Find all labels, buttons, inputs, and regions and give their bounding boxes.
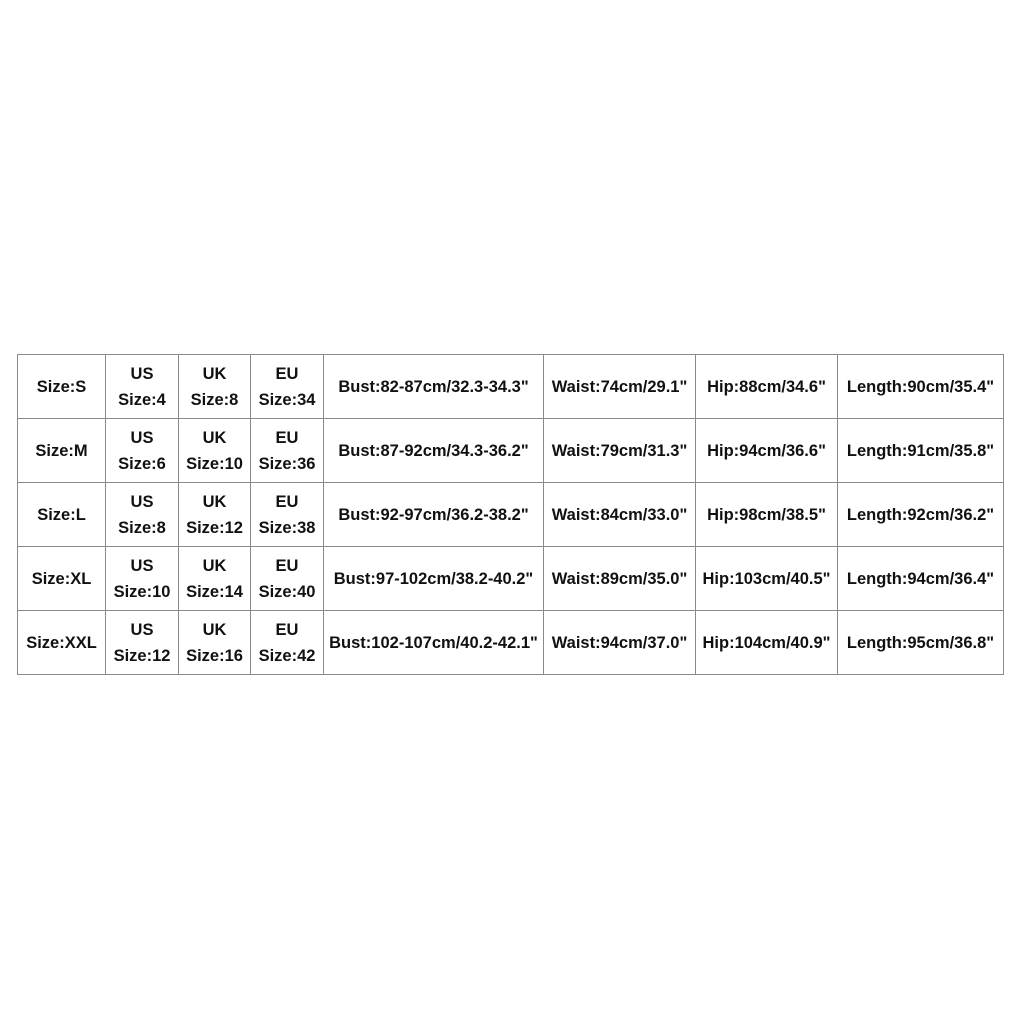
size-cell: Size:XL	[18, 547, 106, 611]
us-label: US	[130, 428, 154, 447]
eu-size-cell	[251, 483, 324, 547]
us-size-cell	[106, 483, 179, 547]
waist-cell: Waist:89cm/35.0"	[544, 547, 696, 611]
eu-label: EU	[275, 556, 299, 575]
table-row	[18, 611, 1004, 675]
waist-cell: Waist:94cm/37.0"	[544, 611, 696, 675]
eu-size-cell	[251, 547, 324, 611]
size-cell: Size:L	[18, 483, 106, 547]
us-label: US	[130, 620, 154, 639]
table-row	[18, 419, 1004, 483]
uk-size-cell	[179, 419, 251, 483]
uk-label: UK	[202, 492, 227, 511]
table-row	[18, 355, 1004, 419]
us-value: Size:8	[118, 518, 166, 537]
us-value: Size:10	[113, 582, 171, 601]
eu-size-cell	[251, 611, 324, 675]
waist-cell: Waist:79cm/31.3"	[544, 419, 696, 483]
waist-cell: Waist:84cm/33.0"	[544, 483, 696, 547]
hip-cell: Hip:98cm/38.5"	[696, 483, 838, 547]
us-label: US	[130, 364, 154, 383]
uk-size-cell	[179, 483, 251, 547]
uk-label: UK	[202, 364, 227, 383]
us-value: Size:6	[118, 454, 166, 473]
uk-value: Size:12	[186, 518, 243, 537]
bust-cell: Bust:102-107cm/40.2-42.1"	[324, 611, 544, 675]
uk-size-cell	[179, 547, 251, 611]
eu-size-cell	[251, 355, 324, 419]
length-cell: Length:91cm/35.8"	[838, 419, 1004, 483]
us-value: Size:4	[118, 390, 166, 409]
length-cell: Length:95cm/36.8"	[838, 611, 1004, 675]
bust-cell: Bust:82-87cm/32.3-34.3"	[324, 355, 544, 419]
size-cell: Size:S	[18, 355, 106, 419]
table-row	[18, 547, 1004, 611]
eu-value: Size:40	[258, 582, 316, 601]
eu-label: EU	[275, 620, 299, 639]
waist-cell: Waist:74cm/29.1"	[544, 355, 696, 419]
us-size-cell	[106, 355, 179, 419]
hip-cell: Hip:104cm/40.9"	[696, 611, 838, 675]
size-chart-table	[17, 354, 1004, 675]
eu-label: EU	[275, 428, 299, 447]
us-size-cell	[106, 611, 179, 675]
us-size-cell	[106, 419, 179, 483]
uk-size-cell	[179, 355, 251, 419]
length-cell: Length:94cm/36.4"	[838, 547, 1004, 611]
us-value: Size:12	[113, 646, 171, 665]
eu-size-cell	[251, 419, 324, 483]
eu-value: Size:38	[258, 518, 316, 537]
eu-value: Size:36	[258, 454, 316, 473]
length-cell: Length:90cm/35.4"	[838, 355, 1004, 419]
uk-value: Size:8	[190, 390, 239, 409]
table-row	[18, 483, 1004, 547]
hip-cell: Hip:88cm/34.6"	[696, 355, 838, 419]
size-cell: Size:M	[18, 419, 106, 483]
us-label: US	[130, 556, 154, 575]
hip-cell: Hip:103cm/40.5"	[696, 547, 838, 611]
bust-cell: Bust:97-102cm/38.2-40.2"	[324, 547, 544, 611]
uk-label: UK	[202, 556, 227, 575]
eu-label: EU	[275, 492, 299, 511]
uk-size-cell	[179, 611, 251, 675]
hip-cell: Hip:94cm/36.6"	[696, 419, 838, 483]
eu-value: Size:42	[258, 646, 316, 665]
us-size-cell	[106, 547, 179, 611]
uk-label: UK	[202, 428, 227, 447]
size-cell: Size:XXL	[18, 611, 106, 675]
uk-label: UK	[202, 620, 227, 639]
eu-value: Size:34	[258, 390, 316, 409]
bust-cell: Bust:92-97cm/36.2-38.2"	[324, 483, 544, 547]
eu-label: EU	[275, 364, 299, 383]
uk-value: Size:16	[186, 646, 243, 665]
us-label: US	[130, 492, 154, 511]
uk-value: Size:14	[186, 582, 243, 601]
length-cell: Length:92cm/36.2"	[838, 483, 1004, 547]
uk-value: Size:10	[186, 454, 243, 473]
bust-cell: Bust:87-92cm/34.3-36.2"	[324, 419, 544, 483]
